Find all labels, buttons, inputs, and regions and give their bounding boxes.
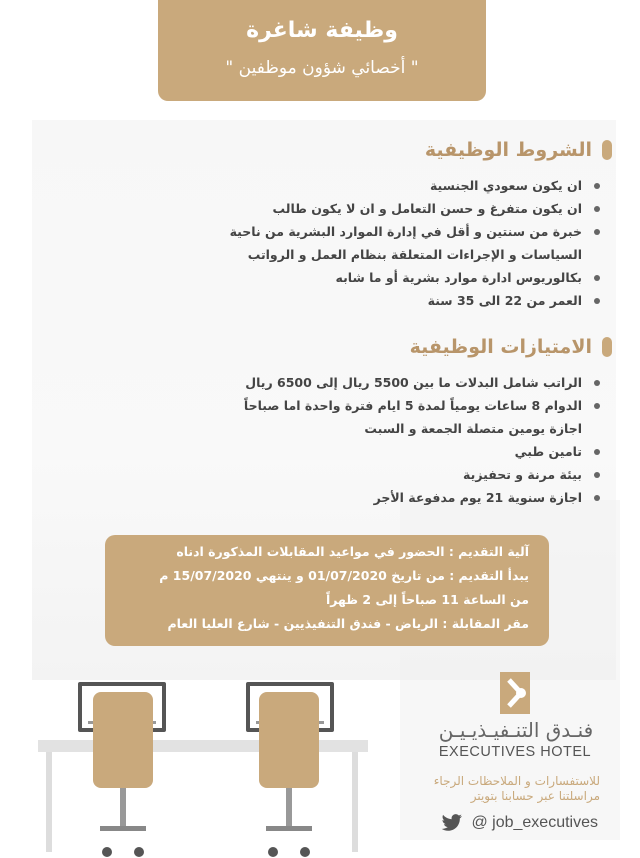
bullet	[594, 495, 600, 501]
contact-info	[434, 774, 600, 804]
chair-base	[100, 826, 146, 831]
chair-wheel	[134, 847, 144, 857]
bullet	[594, 472, 600, 478]
desk-leg	[352, 752, 358, 852]
chair-wheel	[268, 847, 278, 857]
job-title: وظيفة شاغرة	[246, 18, 398, 43]
list-item: خبرة من سنتين و أقل في إدارة الموارد البشرية من ناحية	[230, 220, 600, 243]
list-item-continuation: السياسات و الإجراءات المتعلقة بنظام العمل و الرواتب	[247, 247, 582, 262]
list-item: ان يكون متفرغ و حسن التعامل و ان لا يكون طالب	[230, 197, 600, 220]
list-item: العمر من 22 الى 35 سنة	[230, 289, 600, 312]
chair-pole	[286, 788, 292, 830]
hotel-logo-icon	[500, 672, 530, 714]
application-method: آلية التقديم : الحضور في مواعيد المقابلات المذكورة ادناه	[176, 544, 529, 559]
application-info-box	[105, 535, 549, 646]
bullet	[594, 275, 600, 281]
bullet	[594, 183, 600, 189]
chair-wheel	[102, 847, 112, 857]
hotel-name-english: EXECUTIVES HOTEL	[438, 744, 592, 760]
requirements-list	[230, 174, 600, 312]
job-position: " أخصائي شؤون موظفين "	[225, 58, 419, 78]
bullet	[594, 380, 600, 386]
benefits-heading	[410, 336, 612, 358]
requirements-heading	[425, 139, 612, 161]
contact-line: مراسلتنا عبر حسابنا بتويتر	[470, 789, 600, 803]
list-item-continuation: اجازة يومين متصلة الجمعة و السبت	[364, 421, 582, 436]
heading-marker	[602, 337, 612, 357]
list-item: بيئة مرنة و تحفيزية	[244, 463, 600, 486]
twitter-icon	[441, 814, 463, 832]
hotel-name-arabic: فنـدق التنـفيـذيـيـن	[438, 718, 594, 742]
bullet	[594, 403, 600, 409]
requirements-title: الشروط الوظيفية	[424, 139, 592, 161]
bullet	[594, 298, 600, 304]
chair-base	[266, 826, 312, 831]
application-dates: يبدأ التقديم : من تاريخ 01/07/2020 و ينتهي 15/07/2020 م	[159, 568, 529, 583]
chair-wheel	[300, 847, 310, 857]
benefits-list	[244, 371, 600, 509]
bullet	[594, 229, 600, 235]
list-item: الراتب شامل البدلات ما بين 5500 ريال إلى 6500 ريال	[244, 371, 600, 394]
twitter-account[interactable]	[441, 814, 598, 832]
benefits-title: الامتيازات الوظيفية	[409, 336, 592, 358]
bullet	[594, 449, 600, 455]
header-banner	[158, 0, 486, 101]
chair-left	[93, 692, 153, 788]
bullet	[594, 206, 600, 212]
heading-marker	[602, 140, 612, 160]
application-hours: من الساعة 11 صباحاً إلى 2 ظهراً	[325, 592, 529, 607]
interview-location: مقر المقابلة : الرياض - فندق التنفيذيين - شارع العليا العام	[167, 616, 529, 631]
list-item: الدوام 8 ساعات يومياً لمدة 5 ايام فترة واحدة اما صباحاً	[244, 394, 600, 417]
chair-pole	[120, 788, 126, 830]
twitter-handle[interactable]: @ job_executives	[471, 814, 598, 831]
list-item: اجازة سنوية 21 يوم مدفوعة الأجر	[244, 486, 600, 509]
chair-right	[259, 692, 319, 788]
list-item: تامين طبي	[244, 440, 600, 463]
list-item: ان يكون سعودي الجنسية	[230, 174, 600, 197]
desk-leg	[46, 752, 52, 852]
contact-line: للاستفسارات و الملاحظات الرجاء	[433, 774, 600, 788]
list-item: بكالوريوس ادارة موارد بشرية أو ما شابه	[230, 266, 600, 289]
